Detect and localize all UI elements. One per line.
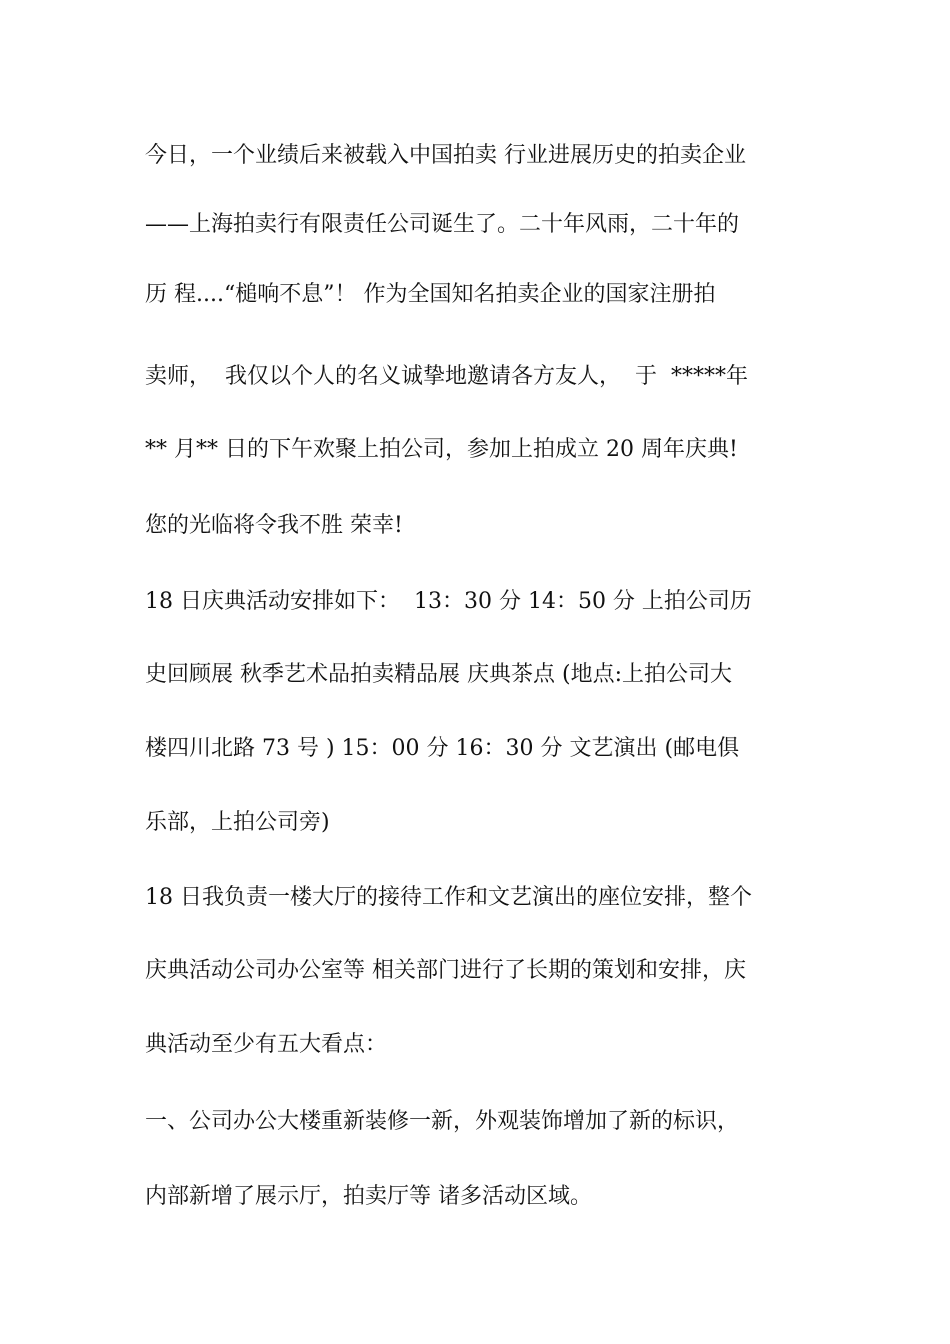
text-line: 楼四川北路 73 号 ) 15：00 分 16：30 分 文艺演出 (邮电俱 xyxy=(145,736,740,761)
text-line: 历 程....“槌响不息”！ 作为全国知名拍卖企业的国家注册拍 xyxy=(145,282,716,307)
text-line: ** 月** 日的下午欢聚上拍公司，参加上拍成立 20 周年庆典! xyxy=(145,437,738,462)
text-line: 乐部，上拍公司旁) xyxy=(145,810,330,835)
text-line: 史回顾展 秋季艺术品拍卖精品展 庆典茶点 (地点:上拍公司大 xyxy=(145,662,732,687)
text-line: 一、公司办公大楼重新装修一新，外观装饰增加了新的标识， xyxy=(145,1109,740,1134)
text-line: 今日，一个业绩后来被载入中国拍卖 行业进展历史的拍卖企业 xyxy=(145,143,746,168)
text-line: 卖师， 我仅以个人的名义诚挚地邀请各方友人， 于 *****年 xyxy=(145,364,748,389)
text-line: ——上海拍卖行有限责任公司诞生了。二十年风雨，二十年的 xyxy=(145,212,740,237)
text-line: 庆典活动公司办公室等 相关部门进行了长期的策划和安排，庆 xyxy=(145,958,746,983)
text-line: 您的光临将令我不胜 荣幸! xyxy=(145,513,403,538)
text-line: 内部新增了展示厅，拍卖厅等 诸多活动区域。 xyxy=(145,1184,592,1209)
text-line: 18 日我负责一楼大厅的接待工作和文艺演出的座位安排，整个 xyxy=(145,885,752,910)
text-line: 18 日庆典活动安排如下： 13：30 分 14：50 分 上拍公司历 xyxy=(145,589,752,614)
text-line: 典活动至少有五大看点： xyxy=(145,1032,388,1057)
